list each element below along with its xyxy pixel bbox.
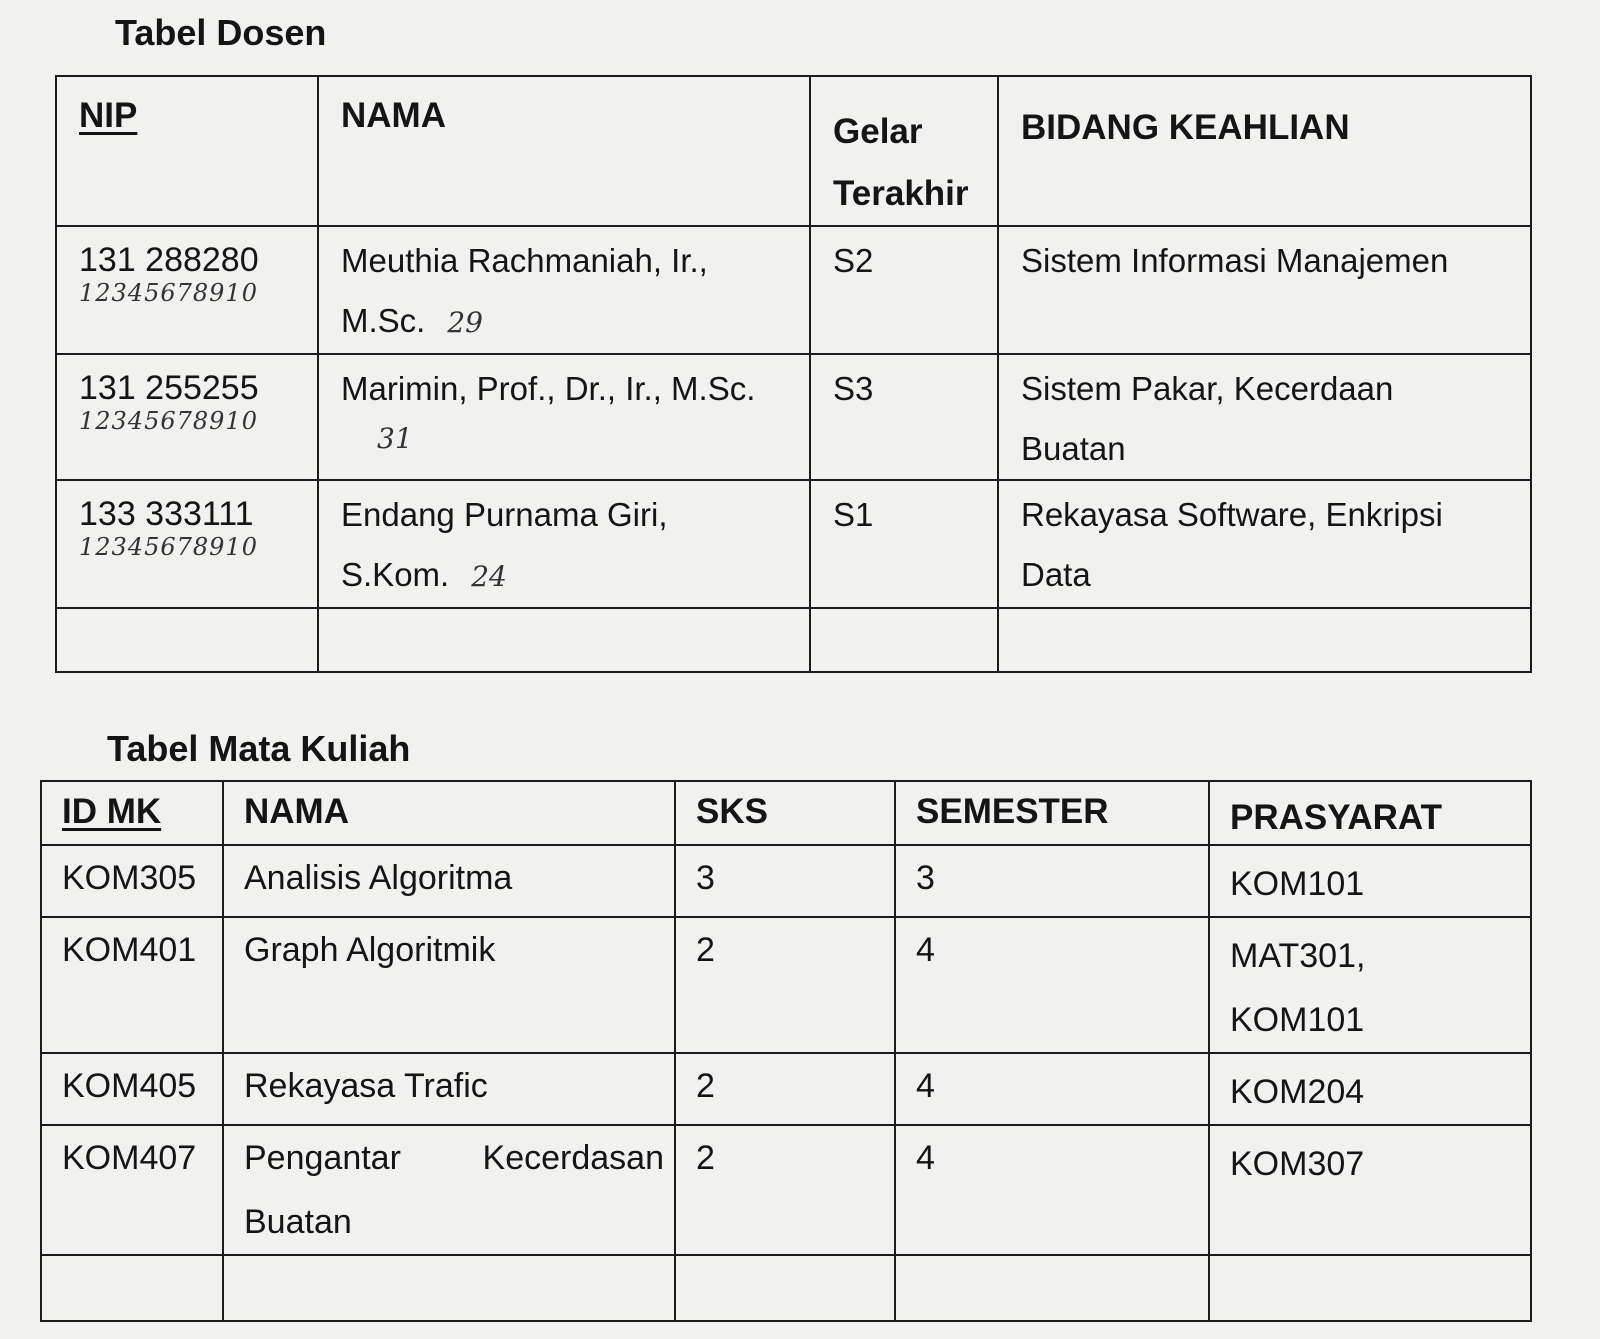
nama-handwritten-note: 24 [471,560,507,593]
cell-prasyarat: KOM204 [1209,1053,1531,1125]
bidang-line1: Sistem Informasi Manajemen [1021,242,1449,279]
cell-sks: 2 [675,1053,895,1125]
cell-nama [318,226,810,354]
header-prasyarat: PRASYARAT [1209,781,1531,845]
nama-line2: M.Sc. [341,302,426,339]
table-row [41,917,1531,1053]
empty-row [41,1255,1531,1321]
nip-handwritten-note: 12345678910 [79,279,258,307]
header-nama: NAMA [318,76,810,226]
tabel-mk-header-row [41,781,1531,845]
cell-id-mk: KOM401 [41,917,223,1053]
nama-handwritten-note: 29 [447,306,483,339]
bidang-line2: Buatan [1021,430,1126,467]
table-row [41,1053,1531,1125]
cell-id-mk: KOM407 [41,1125,223,1255]
prasyarat-line2: KOM101 [1230,1001,1365,1039]
cell-id-mk: KOM405 [41,1053,223,1125]
table-row [56,226,1531,354]
cell-bidang [998,226,1531,354]
empty-cell [895,1255,1209,1321]
empty-cell [810,608,998,672]
header-bidang: BIDANG KEAHLIAN [998,76,1531,226]
header-nama: NAMA [223,781,675,845]
nip-value: 131 255255 [79,369,259,407]
nip-handwritten-note: 12345678910 [79,533,258,561]
cell-nama: Rekayasa Trafic [223,1053,675,1125]
header-gelar-line2: Terakhir [833,174,969,213]
empty-cell [1209,1255,1531,1321]
cell-semester: 4 [895,1125,1209,1255]
cell-semester: 3 [895,845,1209,917]
nama-word1: Pengantar [244,1139,401,1177]
prasyarat-line1: MAT301, [1230,937,1366,975]
cell-sks: 3 [675,845,895,917]
table-row [56,354,1531,480]
empty-cell [56,608,318,672]
header-id-mk [41,781,223,845]
cell-nip [56,354,318,480]
cell-gelar: S1 [810,480,998,608]
nama-line2: S.Kom. [341,556,450,593]
cell-nama: Graph Algoritmik [223,917,675,1053]
nama-line1: Marimin, Prof., Dr., Ir., M.Sc. [341,370,756,407]
header-semester: SEMESTER [895,781,1209,845]
cell-nama: Analisis Algoritma [223,845,675,917]
empty-cell [318,608,810,672]
cell-nama [318,480,810,608]
nip-value: 131 288280 [79,241,259,279]
header-gelar-line1: Gelar [833,112,923,151]
cell-prasyarat: KOM307 [1209,1125,1531,1255]
tabel-dosen [55,75,1532,673]
tabel-dosen-title: Tabel Dosen [115,12,327,53]
table-row [56,480,1531,608]
cell-bidang [998,480,1531,608]
header-sks: SKS [675,781,895,845]
nama-handwritten-note: 31 [377,422,413,455]
tabel-dosen-header-row [56,76,1531,226]
cell-bidang [998,354,1531,480]
cell-nip [56,480,318,608]
cell-semester: 4 [895,1053,1209,1125]
cell-prasyarat: KOM101 [1209,845,1531,917]
tabel-mata-kuliah [40,780,1532,1322]
header-id-mk-label: ID MK [62,792,162,831]
empty-cell [41,1255,223,1321]
table-row [41,845,1531,917]
nama-line1: Endang Purnama Giri, [341,496,668,533]
table-row [41,1125,1531,1255]
header-nip [56,76,318,226]
cell-gelar: S3 [810,354,998,480]
nip-handwritten-note: 12345678910 [79,407,258,435]
cell-sks: 2 [675,917,895,1053]
cell-id-mk: KOM305 [41,845,223,917]
nip-value: 133 333111 [79,495,254,533]
bidang-line1: Sistem Pakar, Kecerdaan [1021,370,1394,407]
nama-word2: Kecerdasan [482,1139,664,1177]
empty-cell [675,1255,895,1321]
cell-nama [223,1125,675,1255]
bidang-line1: Rekayasa Software, Enkripsi [1021,496,1443,533]
empty-row [56,608,1531,672]
header-nip-label: NIP [79,96,138,135]
empty-cell [223,1255,675,1321]
cell-gelar: S2 [810,226,998,354]
cell-prasyarat [1209,917,1531,1053]
header-gelar [810,76,998,226]
cell-semester: 4 [895,917,1209,1053]
cell-nip [56,226,318,354]
bidang-line2: Data [1021,556,1091,593]
tabel-mata-kuliah-title: Tabel Mata Kuliah [107,728,411,769]
cell-sks: 2 [675,1125,895,1255]
cell-nama [318,354,810,480]
empty-cell [998,608,1531,672]
nama-line2: Buatan [244,1203,352,1241]
nama-line1: Meuthia Rachmaniah, Ir., [341,242,708,279]
